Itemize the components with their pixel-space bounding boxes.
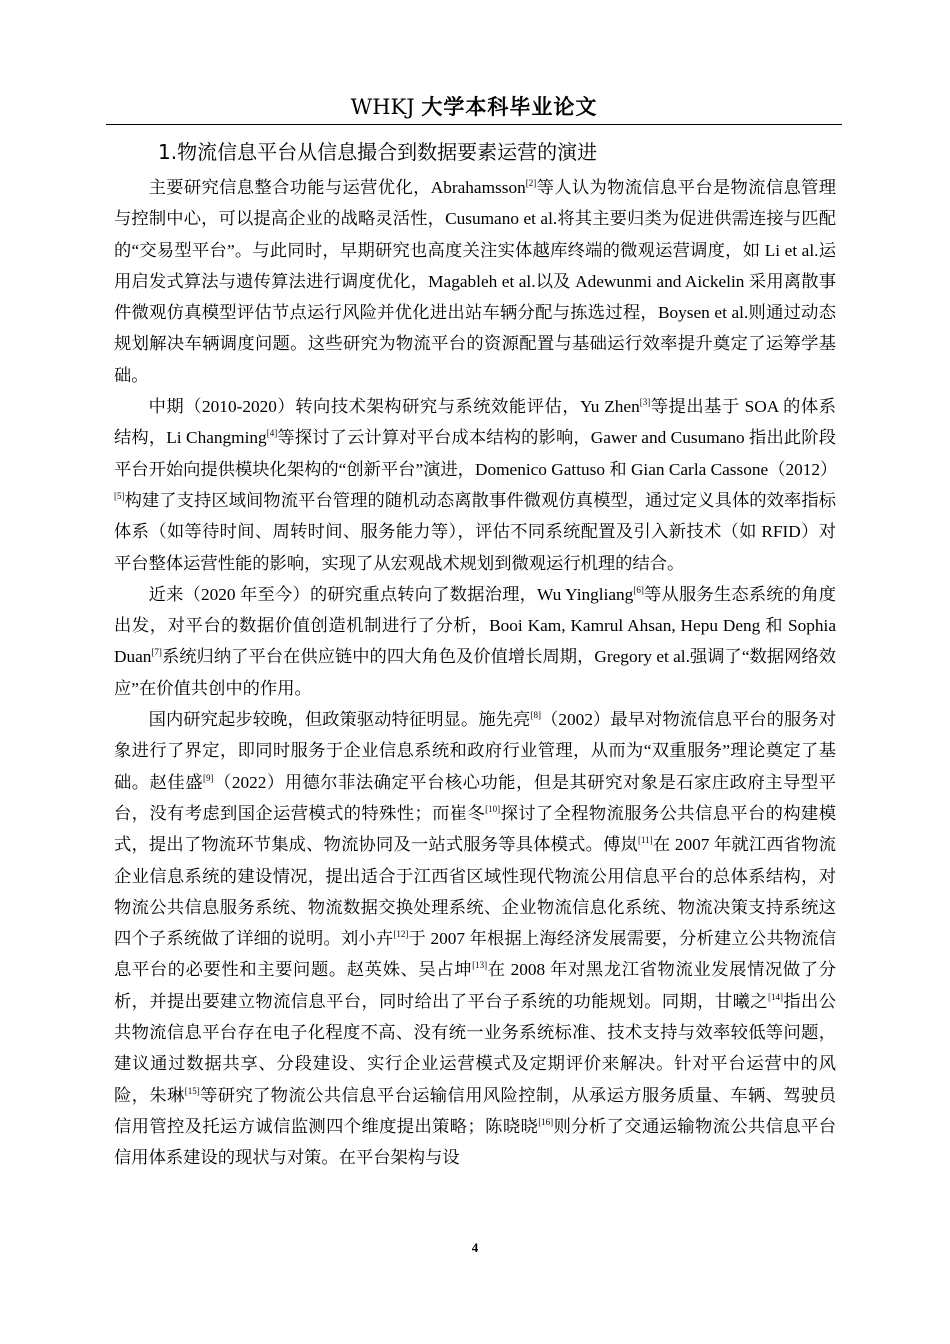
- text-run: 主要研究信息整合功能与运营优化，Abrahamsson: [148, 178, 526, 197]
- text-run: 系统归纳了平台在供应链中的四大角色及价值增长周期，Gregory et al.强调了“数据网络效应”在价值共创中的作用。: [114, 647, 836, 698]
- body-text: [114, 172, 836, 1174]
- paragraph: [114, 391, 836, 579]
- text-run: 国内研究起步较晚，但政策驱动特征明显。施先亮: [148, 710, 531, 730]
- citation-ref: [7]: [151, 647, 162, 658]
- text-run: （2022）用德尔菲法确定平台核心功能，但是其研究对象是石家庄政府主导型平台，没有考虑到国企运营模式的特殊性；而崔冬: [114, 772, 836, 823]
- citation-ref: [6]: [633, 584, 644, 595]
- citation-ref: [16]: [538, 1116, 554, 1127]
- paragraph: [114, 579, 836, 704]
- citation-ref: [3]: [639, 397, 651, 408]
- text-run: 等人认为物流信息平台是物流信息管理与控制中心，可以提高企业的战略灵活性，Cusumano et al.将其主要归类为促进供需连接与匹配的“交易型平台”。与此同时，早期研究也高度关注实体越库终端的微观运营调度，如 Li et al.运用启发式算法与遗传算法进行调度优化，Magableh et al.以及 Adewunmi and Aickelin 采用离散事件微观仿真模型评估节点运行风险并优化进出站车辆分配与拣选过程，Boysen et al.则通过动态规划解决车辆调度问题。这些研究为物流平台的资源配置与基础运行效率提升奠定了运筹学基础。: [114, 178, 836, 385]
- text-run: 在 2007 年就江西省物流企业信息系统的建设情况，提出适合于江西省区域性现代物流公用信息平台的总体系结构，对物流公共信息服务系统、物流数据交换处理系统、企业物流信息化系统、物流决策支持系统这四个子系统做了详细的说明。刘小卉: [114, 835, 836, 949]
- citation-ref: [14]: [767, 991, 783, 1002]
- citation-ref: [15]: [184, 1085, 200, 1096]
- paragraph: [114, 172, 836, 391]
- header-rule: [106, 124, 842, 125]
- text-run: 则分析了交通运输物流公共信息平台信用体系建设的现状与对策。在平台架构与设: [114, 1116, 836, 1168]
- citation-ref: [10]: [485, 803, 501, 814]
- text-run: 等探讨了云计算对平台成本结构的影响，Gawer and Cusumano 指出此阶段平台开始向提供模块化架构的“创新平台”演进，Domenico Gattuso 和 Gian Carla Cassone（2012）: [114, 428, 838, 479]
- text-run: （2002）最早对物流信息平台的服务对象进行了界定，即同时服务于企业信息系统和政府行业管理，从而为“双重服务”理论奠定了基础。赵佳盛: [114, 710, 836, 792]
- text-run: 近来（2020 年至今）的研究重点转向了数据治理，Wu Yingliang: [148, 584, 634, 604]
- citation-ref: [9]: [203, 772, 214, 783]
- text-run: 在 2008 年对黑龙江省物流业发展情况做了分析，并提出要建立物流信息平台，同时给出了平台子系统的功能规划。同期，甘曦之: [114, 960, 836, 1011]
- paragraph: [114, 704, 836, 1173]
- page-header: [106, 92, 842, 122]
- text-run: 于 2007 年根据上海经济发展需要，分析建立公共物流信息平台的必要性和主要问题。赵英姝、吴占坤: [114, 929, 836, 980]
- text-run: 构建了支持区域间物流平台管理的随机动态离散事件微观仿真模型，通过定义具体的效率指标体系（如等待时间、周转时间、服务能力等），评估不同系统配置及引入新技术（如 RFID）对平台整体运营性能的影响，实现了从宏观战术规划到微观运行机理的结合。: [114, 490, 836, 573]
- citation-ref: [4]: [266, 428, 278, 439]
- page-number: 4: [471, 1240, 479, 1255]
- text-run: 等从服务生态系统的角度出发，对平台的数据价值创造机制进行了分析，Booi Kam, Kamrul Ahsan, Hepu Deng 和 Sophia Duan: [114, 584, 836, 667]
- citation-ref: [12]: [393, 929, 409, 940]
- text-run: 探讨了全程物流服务公共信息平台的构建模式，提出了物流环节集成、物流协同及一站式服务等具体模式。傅岚: [114, 803, 836, 855]
- text-run: 中期（2010-2020）转向技术架构研究与系统效能评估，Yu Zhen: [148, 397, 640, 417]
- text-run: 等提出基于 SOA 的体系结构，Li Changming: [114, 397, 836, 448]
- citation-ref: [2]: [525, 178, 537, 188]
- header-latin: WHKJ: [350, 95, 422, 119]
- citation-ref: [13]: [472, 960, 488, 971]
- text-run: 等研究了物流公共信息平台运输信用风险控制，从承运方服务质量、车辆、驾驶员信用管控及托运方诚信监测四个维度提出策略；陈晓晓: [114, 1085, 836, 1136]
- header-chinese: 大学本科毕业论文: [421, 94, 598, 119]
- citation-ref: [11]: [638, 835, 653, 846]
- section-title: 1.物流信息平台从信息撮合到数据要素运营的演进: [158, 140, 598, 164]
- text-run: 指出公共物流信息平台存在电子化程度不高、没有统一业务系统标准、技术支持与效率较低等问题，建议通过数据共享、分段建设、实行企业运营模式及定期评价来解决。针对平台运营中的风险，朱琳: [114, 991, 836, 1105]
- citation-ref: [5]: [114, 490, 125, 501]
- citation-ref: [8]: [530, 710, 541, 721]
